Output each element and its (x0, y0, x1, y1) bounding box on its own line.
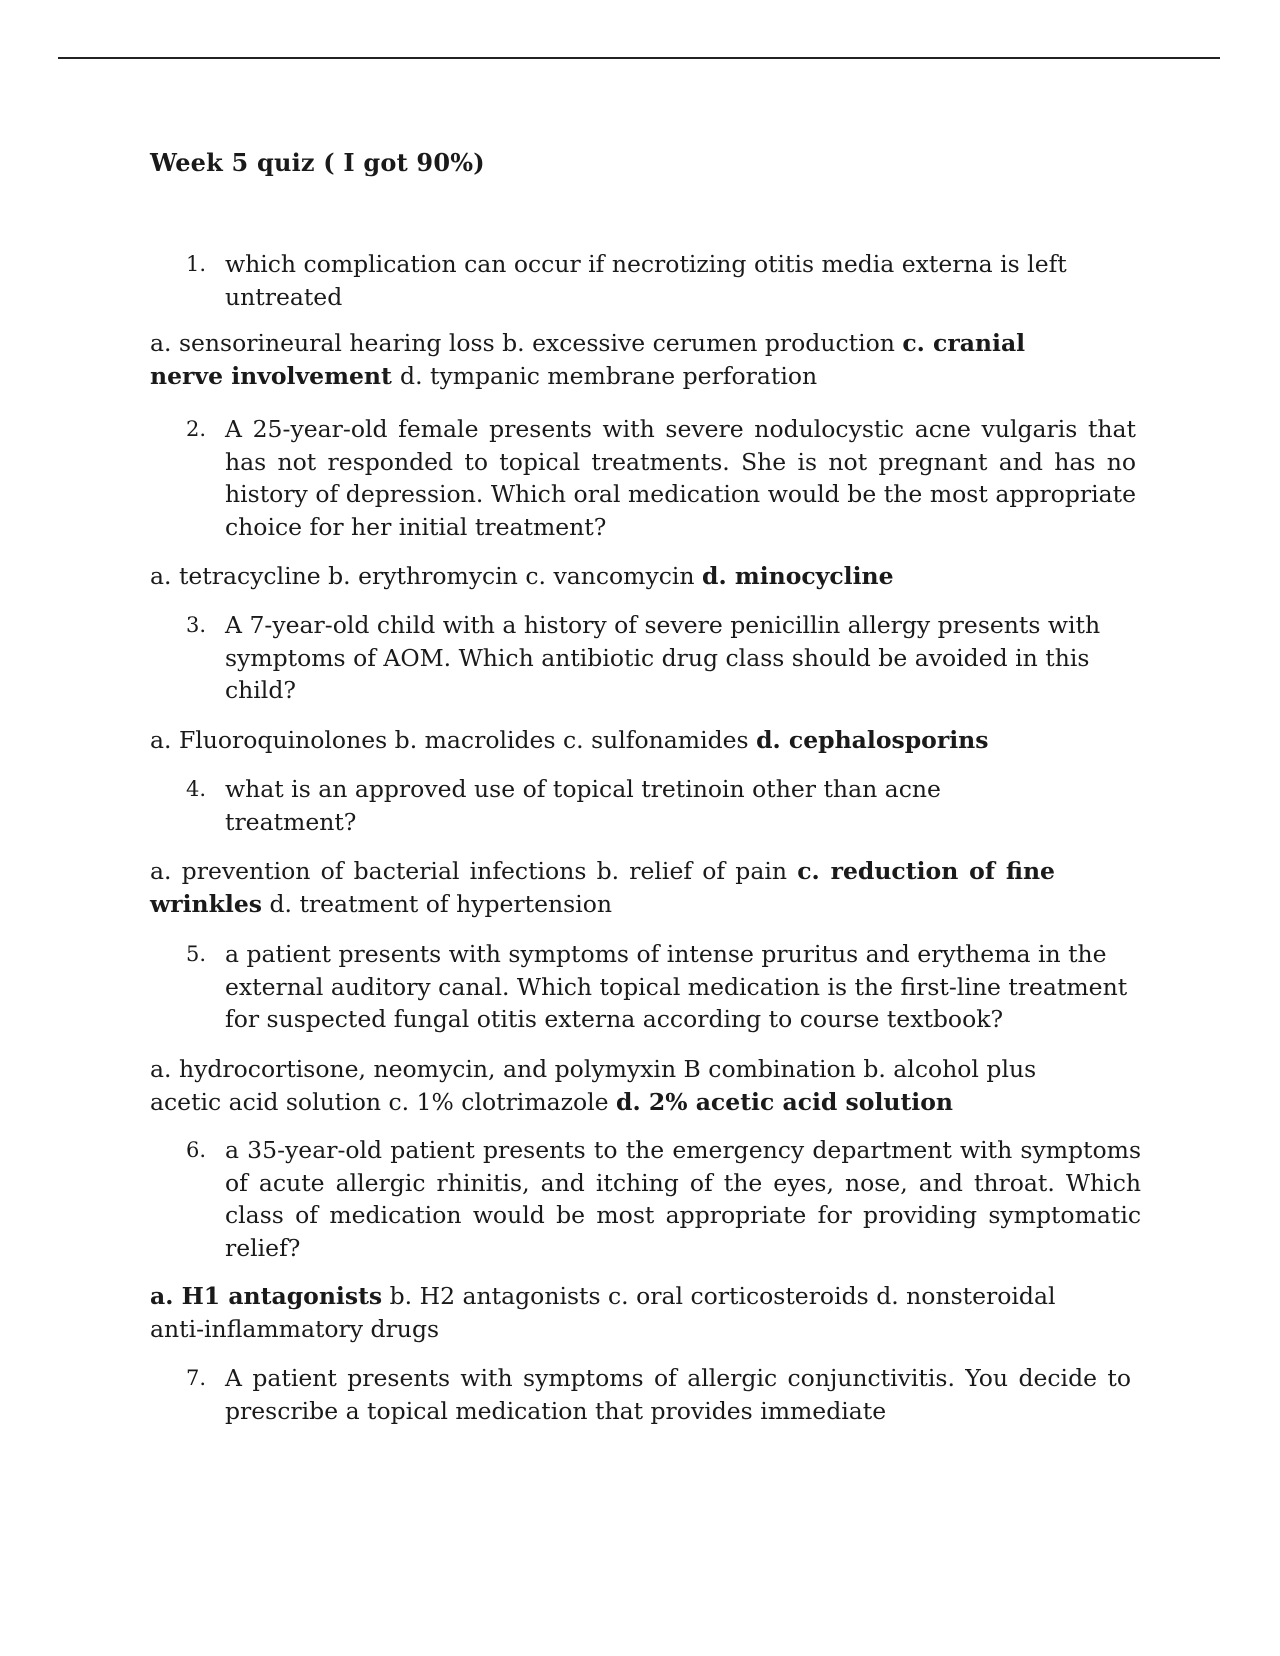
question-2 (186, 413, 1136, 543)
question-3 (186, 609, 1111, 707)
correct-answer: d. cephalosporins (756, 726, 989, 754)
answer-option: a. tetracycline (150, 562, 329, 590)
answers-1 (150, 327, 1055, 392)
correct-answer: c. reduction of fine wrinkles (150, 857, 1055, 918)
answer-option: b. erythromycin (328, 562, 526, 590)
answer-option: a. sensorineural hearing loss (150, 329, 503, 357)
question-number: 2. (186, 417, 207, 441)
correct-answer: a. H1 antagonists (150, 1282, 383, 1310)
answers-3 (150, 724, 1150, 757)
answer-option: c. oral corticosteroids (608, 1282, 877, 1310)
question-text: which complication can occur if necrotizing otitis media externa is left untreated (225, 250, 1067, 311)
answer-option: d. nonsteroidal anti-inflammatory drugs (150, 1282, 1056, 1343)
answer-option: d. tympanic membrane perforation (400, 361, 818, 390)
question-1 (186, 248, 1121, 313)
question-text: a patient presents with symptoms of intense pruritus and erythema in the external auditory canal. Which topical medication is the first-line treatment for suspected fungal otitis externa according to course textbook? (225, 940, 1128, 1033)
question-number: 4. (186, 777, 207, 801)
question-text: what is an approved use of topical tretinoin other than acne treatment? (225, 775, 941, 836)
answers-5 (150, 1053, 1075, 1118)
question-text: A patient presents with symptoms of allergic conjunctivitis. You decide to prescribe a topical medication that provides immediate (225, 1364, 1131, 1425)
question-6 (186, 1134, 1141, 1264)
answer-option: d. treatment of hypertension (262, 889, 613, 918)
question-number: 6. (186, 1138, 207, 1162)
answer-option: c. 1% clotrimazole (388, 1087, 617, 1116)
answer-option: b. excessive cerumen production (502, 329, 903, 357)
question-number: 3. (186, 613, 207, 637)
question-text: A 7-year-old child with a history of severe penicillin allergy presents with symptoms of AOM. Which antibiotic drug class should be avoided in this child? (225, 611, 1101, 704)
answer-option: a. Fluoroquinolones (150, 726, 395, 754)
answer-option: b. macrolides (394, 726, 563, 754)
question-text: a 35-year-old patient presents to the emergency department with symptoms of acute allergic rhinitis, and itching of the eyes, nose, and throat. Which class of medication would be most appropriate for providing symptomatic relief? (225, 1136, 1141, 1262)
correct-answer: d. minocycline (702, 562, 894, 590)
answer-option: a. prevention of bacterial infections (150, 857, 597, 885)
header-rule (58, 57, 1220, 59)
answer-option: c. sulfonamides (563, 726, 757, 754)
question-7 (186, 1362, 1131, 1427)
question-4 (186, 773, 986, 838)
question-text: A 25-year-old female presents with severe nodulocystic acne vulgaris that has not responded to topical treatments. She is not pregnant and has no history of depression. Which oral medication would be the most appropriate choice for her initial treatment? (225, 415, 1136, 541)
answer-option: c. vancomycin (525, 562, 703, 590)
question-number: 1. (186, 252, 207, 276)
answers-4 (150, 855, 1055, 920)
document-title: Week 5 quiz ( I got 90%) (150, 148, 485, 177)
question-5 (186, 938, 1146, 1036)
correct-answer: d. 2% acetic acid solution (616, 1087, 953, 1116)
answer-option: b. relief of pain (596, 857, 798, 885)
question-number: 7. (186, 1366, 207, 1390)
answer-option: b. H2 antagonists (382, 1282, 608, 1310)
answers-2 (150, 560, 1150, 593)
question-number: 5. (186, 942, 207, 966)
answers-6 (150, 1280, 1070, 1345)
answer-option: b. alcohol plus acetic acid solution (150, 1055, 1037, 1116)
correct-answer: c. cranial nerve involvement (150, 329, 1026, 390)
answer-option: a. hydrocortisone, neomycin, and polymyxin B combination (150, 1055, 864, 1083)
